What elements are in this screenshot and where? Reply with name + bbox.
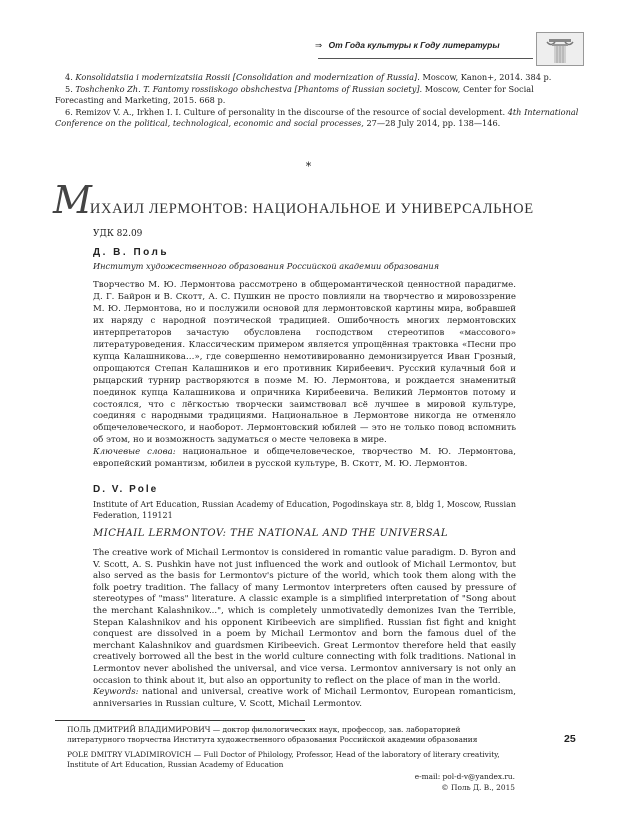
abstract-ru-text: Творчество М. Ю. Лермонтова рассмотрено в общеромантической ценностной парадигме. Д. Г. Байрон и В. Скотт, А. С. Пушкин не просто повлияли на творчество и мировоззрение М. Ю. Лермонтова, но и послужили основой для лермонтовской картины мира, вобравшей их наряду с народной поэтической традицией. Ошибочность многих лермонтовских интерпретаторов зачастую обусловлена господством стереотипов «массового» литературоведения. Классическим примером является упрощённая трактовка «Песни про купца Калашникова…», где совершенно немотивированно демонизируется Иван Грозный, опрощаются Степан Калашников и его противник Кирибеевич. Русский кулачный бой и рыцарский турнир растворяются в поэме М. Ю. Лермонтова, и рождается знаменитый поединок купца Калашникова и опричника Кирибеевича. Великий Лермонтов потому и состоялся, что с лёгкостью творчески заимствовал всё лучшее в мировой культуре, соединяя с народными традициями. Национальное в Лермонтове никогда не отменяло общечеловеческого, и наоборот. Лермонтовский юбилей — это не только повод вспомнить об этом, но и возможность задуматься о месте человека в мире. [93, 280, 516, 446]
header-rule [318, 58, 533, 59]
author-name-en: D. V. Pole [93, 484, 159, 495]
article-title-en: MICHAIL LERMONTOV: THE NATIONAL AND THE UNIVERSAL [93, 528, 448, 539]
double-arrow-icon: ⇒ [315, 40, 323, 50]
abstract-en-text: The creative work of Michail Lermontov is considered in romantic value paradigm. D. Byron and V. Scott, A. S. Pushkin have not just influenced the work and outlook of Michail Lermontov, but also served as the basis for Lermontov's picture of the world, which took them along with the folk poetry tradition. The fallacy of many Lermontov interpreters often caused by pressure of stereotypes of "mass" literature. A classic example is a simplified interpretation of "Song about the merchant Kalashnikov...", which is completely unmotivatedly demonizes Ivan the Terrible, Stepan Kalashnikov and his opponent Kiribeevich are simplified. Russian fist fight and knight conquest are dissolved in a poem by Michail Lermontov and born the famous duel of the merchant Kalashnikov and guardsmen Kiribeevich. Great Lermontov therefore held that easily creatively borrowed all the best in the world culture connecting with folk traditions. National in Lermontov never abolished the universal, and vice versa. Lermontov anniversary is not only an occasion to think about it, but also an opportunity to reflect on the place of man in the world. [93, 548, 516, 686]
author-email: e-mail: pol-d-v@yandex.ru. [414, 772, 515, 781]
reference-list [55, 72, 580, 130]
page-number: 25 [564, 733, 576, 745]
abstract-en [93, 548, 516, 710]
author-contact [380, 772, 515, 793]
title-text: ИХАИЛ ЛЕРМОНТОВ: НАЦИОНАЛЬНОЕ И УНИВЕРСАЛЬНОЕ [89, 201, 534, 217]
udk-code: УДК 82.09 [93, 229, 143, 239]
column-capital-icon [536, 32, 584, 66]
keywords-en: national and universal, creative work of Michail Lermontov, European romanticism, anniversaries in Russian culture, V. Scott, Michail Lermontov. [93, 687, 516, 709]
running-header [315, 40, 525, 58]
reference-item: 4. Konsolidatsiia i modernizatsiia Rossii [Consolidation and modernization of Russia]. Moscow, Kanon+, 2014. 384 p. [65, 72, 552, 82]
institution-en: Institute of Art Education, Russian Academy of Education, Pogodinskaya str. 8, bldg 1, Moscow, Russian Federation, 119121 [93, 500, 517, 520]
author-name-ru: Д. В. Поль [93, 247, 170, 258]
reference-item: 5. Toshchenko Zh. T. Fantomy rossiiskogo obshchestva [Phantoms of Russian society]. Moscow, Center for Social Forecasting and Marketing, 2015. 668 p. [55, 83, 534, 106]
keywords-ru-label: Ключевые слова: [93, 447, 176, 458]
article-title-ru [53, 178, 593, 222]
author-info-en: POLE DMITRY VLADIMIROVICH — Full Doctor of Philology, Professor, Head of the laboratory of literary creativity, Institute of Art Education, Russian Academy of Education [67, 750, 500, 769]
institution-ru: Институт художественного образования Российской академии образования [93, 261, 440, 271]
title-initial: М [53, 178, 90, 222]
keywords-en-label: Keywords: [93, 687, 139, 698]
keywords-ru: национальное и общечеловеческое, творчество М. Ю. Лермонтова, европейский романтизм, юбилеи в русской культуре, В. Скотт, М. Ю. Лермонтов. [93, 447, 516, 470]
copyright: © Поль Д. В., 2015 [441, 782, 515, 792]
section-separator: * [305, 160, 312, 173]
running-header-text: От Года культуры к Году литературы [328, 40, 500, 50]
footer-rule [55, 720, 305, 721]
author-info-ru: ПОЛЬ ДМИТРИЙ ВЛАДИМИРОВИЧ — доктор филологических наук, профессор, зав. лабораторией литературного творчества Института художественного образования Российской академии образования [67, 725, 478, 744]
reference-item: 6. Remizov V. A., Irkhen I. I. Culture of personality in the discourse of the resource of social development. 4th International Conference on the political, technological, economic and social processes, 27—28 July 2014, pp. 138—146. [55, 106, 579, 129]
abstract-ru [93, 280, 516, 471]
